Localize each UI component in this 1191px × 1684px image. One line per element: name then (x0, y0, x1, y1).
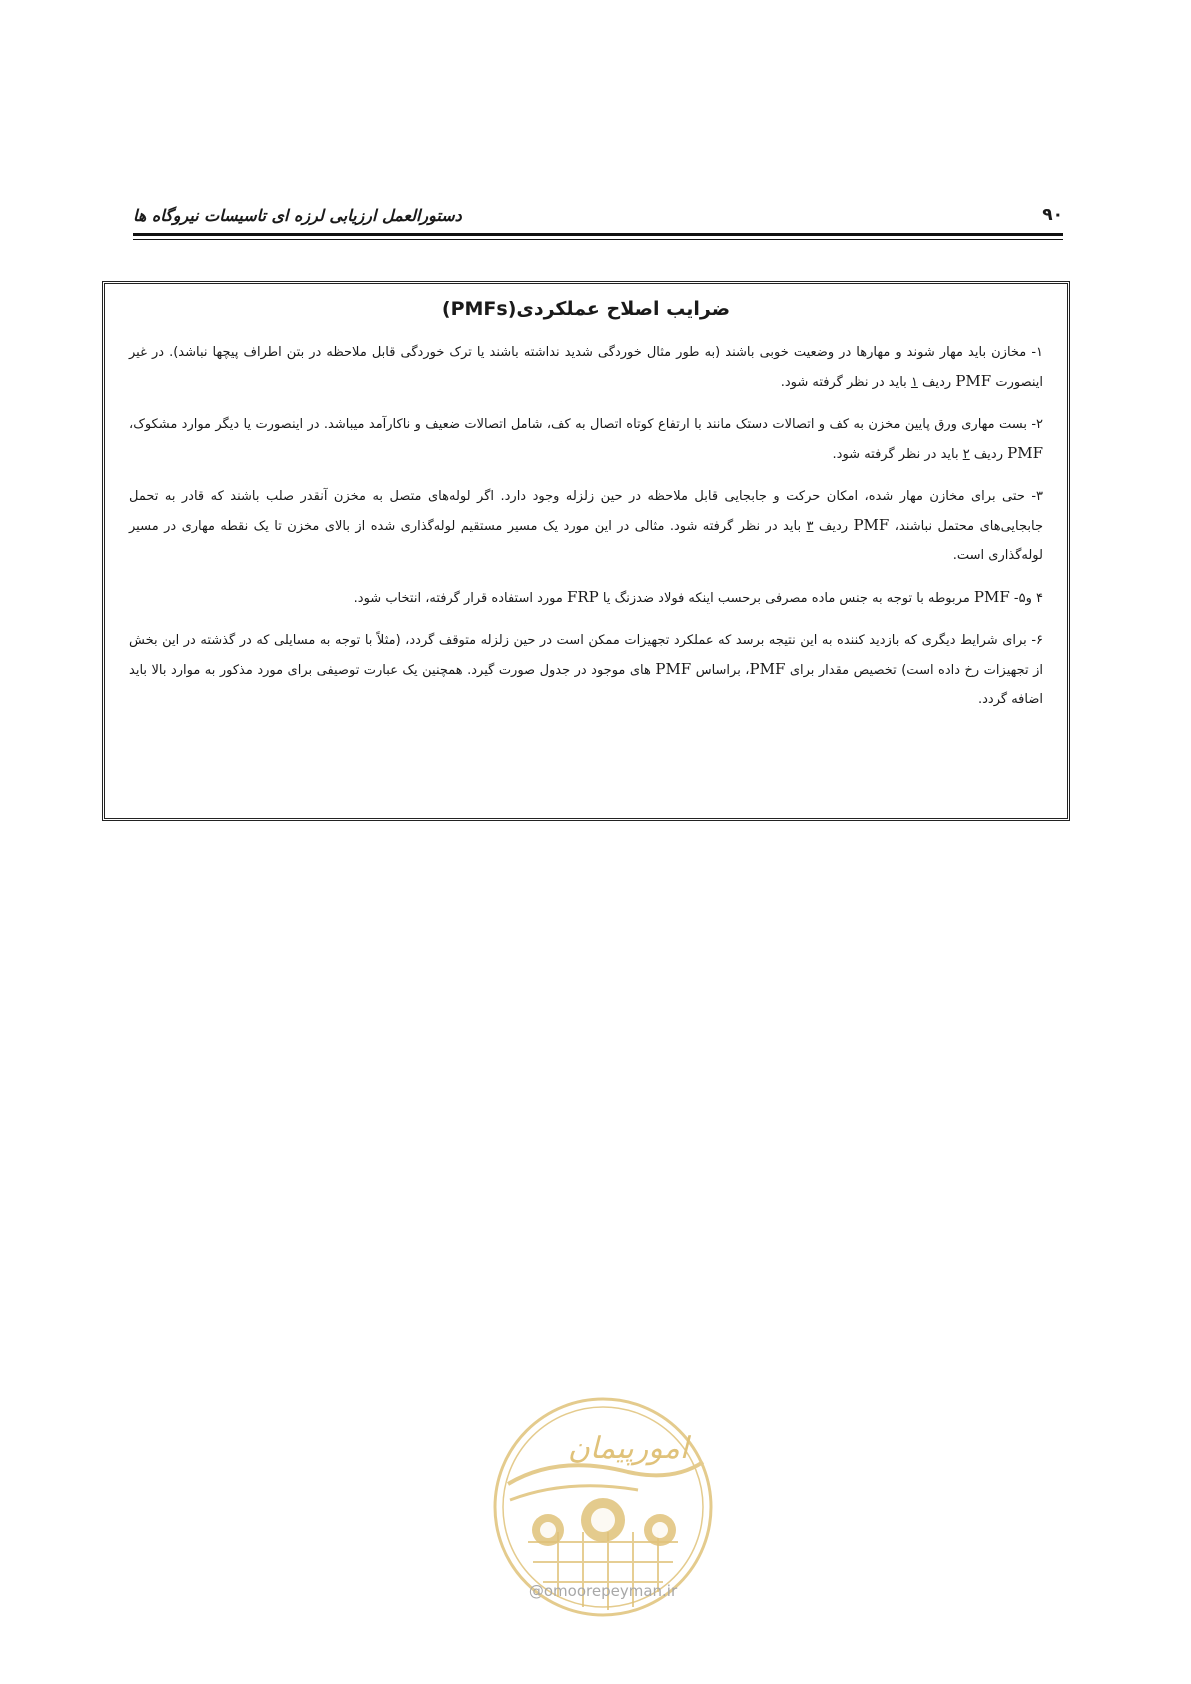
pmf-term: PMF (955, 372, 992, 390)
paragraph-3: ۳- حتی برای مخازن مهار شده، امکان حرکت و جابجایی قابل ملاحظه در حین زلزله وجود دارد. اگر لوله‌های متصل به مخزن آنقدر صلب باشند که قادر به تحمل جابجایی‌های محتمل نباشند، PMF ردیف ۳ باید در نظر گرفته شود. مثالی در این مورد یک مسیر مستقیم لوله‌گذاری شده از بالای مخزن تا یک نقطه مهاری در مسیر لوله‌گذاری است. (129, 489, 1043, 563)
logo-text: امورپیمان (567, 1431, 689, 1466)
row-number: ۱ (910, 375, 918, 390)
frp-term: FRP (566, 588, 599, 606)
paragraph-4-5: ۴ و۵- PMF مربوطه با توجه به جنس ماده مصرفی برحسب اینکه فولاد ضدزنگ یا FRP مورد استفاده قرار گرفته، انتخاب شود. (353, 588, 1043, 606)
header-rule-thick (133, 233, 1063, 236)
pmf-notes-box (102, 281, 1070, 821)
pmf-term: PMF (973, 588, 1010, 606)
pmf-term: PMF (655, 660, 692, 678)
page-number: ۹۰ (1042, 205, 1063, 225)
pmf-term: PMF (749, 660, 786, 678)
paragraph-2: ۲- بست مهاری ورق پایین مخزن به کف و اتصالات دستک مانند با ارتفاع کوتاه اتصال به کف، شامل اتصالات ضعیف و ناکارآمد میباشد. در اینصورت یا دیگر موارد مشکوک، PMF ردیف ۲ باید در نظر گرفته شود. (129, 417, 1043, 462)
row-number: ۲ (962, 447, 970, 462)
box-title: ضرایب اصلاح عملکردی(PMFs) (441, 298, 731, 320)
pmf-term: PMF (1007, 444, 1043, 462)
row-number: ۳ (806, 519, 814, 534)
running-title: دستورالعمل ارزیابی لرزه ای تاسیسات نیروگاه ها (133, 205, 462, 225)
paragraph-6: ۶- برای شرایط دیگری که بازدید کننده به این نتیجه برسد که عملکرد تجهیزات ممکن است در حین زلزله متوقف گردد، (مثلاً با توجه به مسایلی که در گذشته در این بخش از تجهیزات رخ داده است) تخصیص مقدار برای PMF، براساس PMF های موجود در جدول صورت گیرد. همچنین یک عبارت توصیفی برای مورد مذکور به موارد بالا باید اضافه گردد. (129, 633, 1043, 707)
header-rule-thin (133, 239, 1063, 240)
page-header (133, 200, 1063, 230)
pmf-term: PMF (853, 516, 890, 534)
watermark-site: @omoorepeyman.ir (528, 1582, 678, 1600)
paragraph-1: ۱- مخازن باید مهار شوند و مهارها در وضعیت خوبی باشند (به طور مثال خوردگی شدید نداشته باشند یا ترک خوردگی قابل ملاحظه در بتن اطراف پیچها نباشد). در غیر اینصورت PMF ردیف ۱ باید در نظر گرفته شود. (129, 345, 1043, 390)
